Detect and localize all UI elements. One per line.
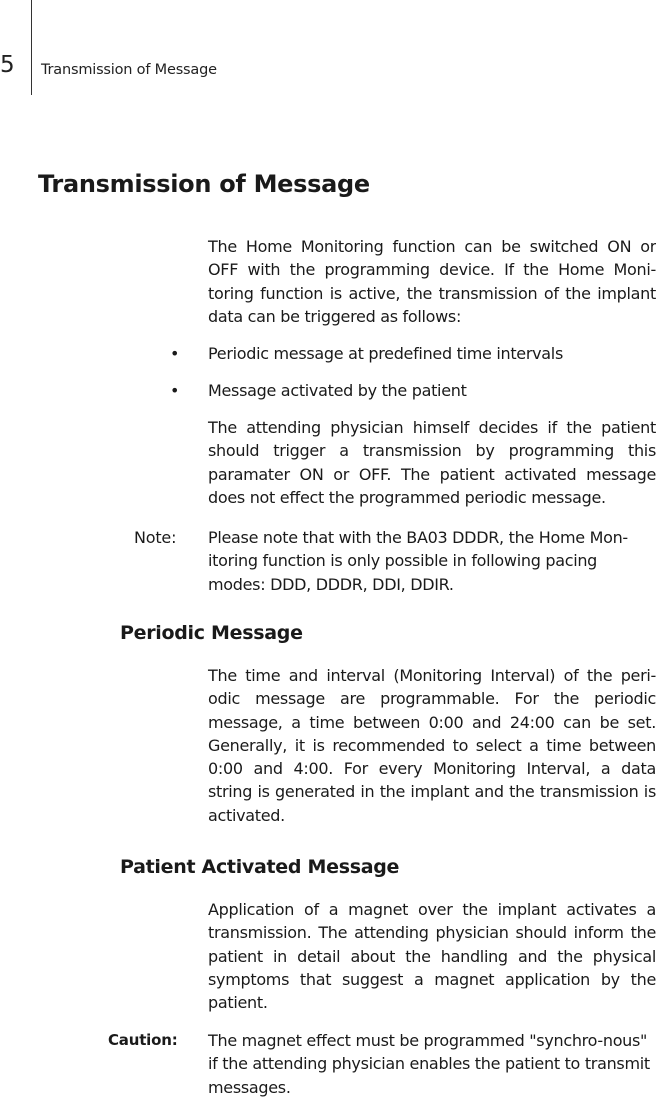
note-text: Please note that with the BA03 DDDR, the Home Mon-itoring function is only possible in following pacing modes: DDD, DDDR, DDI, DDIR. bbox=[208, 528, 628, 594]
page-number: 5 bbox=[0, 52, 15, 78]
running-header: Transmission of Message bbox=[41, 62, 217, 78]
physician-paragraph: The attending physician himself decides if the patient should trigger a transmission by programming this paramater ON or OFF. The patient activated message does not effect the programmed periodic message. bbox=[208, 418, 656, 507]
bullet-marker: • bbox=[170, 344, 180, 363]
caution-text: The magnet effect must be programmed "synchro-nous" if the attending physician enables the patient to transmit messages. bbox=[208, 1031, 650, 1097]
periodic-paragraph: The time and interval (Monitoring Interval) of the peri-odic message are programmable. For the periodic message, a time between 0:00 and 24:00 can be set. Generally, it is recommended to select a time between 0:00 and 4:00. For every Monitoring Interval, a data string is generated in the implant and the transmission is activated. bbox=[208, 666, 656, 825]
page-title: Transmission of Message bbox=[38, 170, 370, 198]
bullet-item: Periodic message at predefined time intervals bbox=[208, 344, 563, 363]
bullet-item: Message activated by the patient bbox=[208, 381, 467, 400]
bullet-marker: • bbox=[170, 381, 180, 400]
caution-label: Caution: bbox=[108, 1031, 178, 1049]
patient-activated-paragraph: Application of a magnet over the implant activates a transmission. The attending physician should inform the patient in detail about the handling and the physical symptoms that suggest a magnet application by the patient. bbox=[208, 900, 656, 1013]
header-divider bbox=[31, 0, 32, 95]
section-heading-periodic: Periodic Message bbox=[120, 622, 303, 644]
intro-paragraph: The Home Monitoring function can be switched ON or OFF with the programming device. If the Home Moni-toring function is active, the transmission of the implant data can be triggered as follows: bbox=[208, 237, 656, 326]
section-heading-patient-activated: Patient Activated Message bbox=[120, 856, 400, 878]
note-label: Note: bbox=[134, 528, 177, 547]
